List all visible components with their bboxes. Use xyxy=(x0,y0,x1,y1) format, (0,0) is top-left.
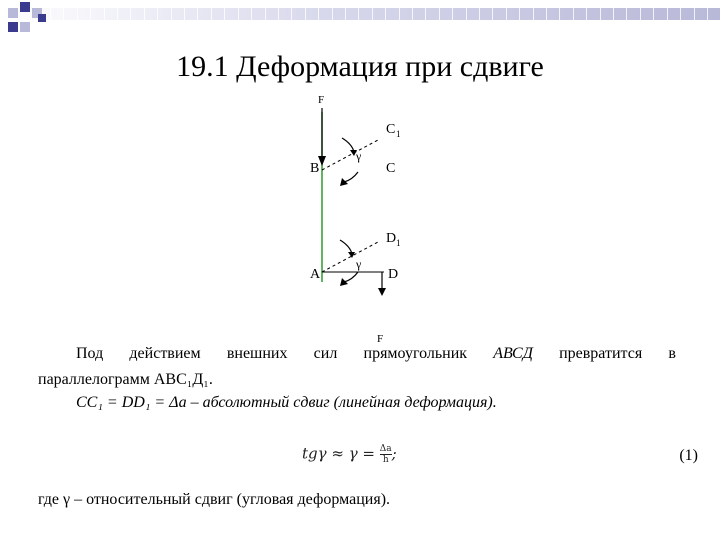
label-gamma-top: γ xyxy=(356,149,362,163)
label-b: B xyxy=(310,161,320,176)
formula xyxy=(302,444,397,465)
force-arrow-bottom-head xyxy=(378,288,386,296)
word: действием xyxy=(129,345,201,362)
gamma-arc-bottom-upper xyxy=(340,240,352,254)
dashed-ad1 xyxy=(322,242,378,272)
gamma-arc-top-lower xyxy=(344,172,358,182)
word: АВСД xyxy=(493,345,533,362)
formula-left: tgγ ≈ γ = xyxy=(302,444,376,463)
gamma-arc-top-upper xyxy=(342,138,354,152)
paragraph-line-2: параллелограмм АВС₁Д₁. xyxy=(38,371,213,388)
paragraph-line-3: СС₁ = DD₁ = Δa – абсолютный сдвиг (линейная деформация). xyxy=(76,394,497,411)
label-f-bottom: F xyxy=(377,333,384,345)
gamma-arrow-top-lower xyxy=(340,178,348,186)
formula-fraction xyxy=(380,444,392,465)
label-c1-sub: 1 xyxy=(396,129,401,139)
label-a: A xyxy=(310,267,321,282)
label-d1-sub: 1 xyxy=(396,238,401,248)
formula-numerator: Δa xyxy=(379,444,392,454)
label-f-top: F xyxy=(318,94,325,106)
label-c1: C xyxy=(386,122,396,137)
label-d1: D xyxy=(386,231,397,246)
word: внешних xyxy=(226,345,288,362)
word: в xyxy=(668,345,676,362)
formula-tail: ; xyxy=(391,444,397,463)
word: сил xyxy=(313,345,338,362)
page-title: 19.1 Деформация при сдвиге xyxy=(176,50,544,83)
paragraph-line-1 xyxy=(76,345,676,363)
gamma-arrow-bottom-lower xyxy=(340,278,348,286)
equation-number: (1) xyxy=(679,447,698,464)
label-gamma-bottom: γ xyxy=(356,257,362,271)
label-d: D xyxy=(388,267,399,282)
gamma-arc-bottom-lower xyxy=(344,272,358,282)
formula-denominator: h xyxy=(382,455,389,465)
word: Под xyxy=(76,345,104,362)
word: прямоугольник xyxy=(363,345,468,362)
label-c: C xyxy=(386,161,396,176)
paragraph-line-4: где γ – относительный сдвиг (угловая деформация). xyxy=(38,491,391,508)
word: превратится xyxy=(559,345,643,362)
